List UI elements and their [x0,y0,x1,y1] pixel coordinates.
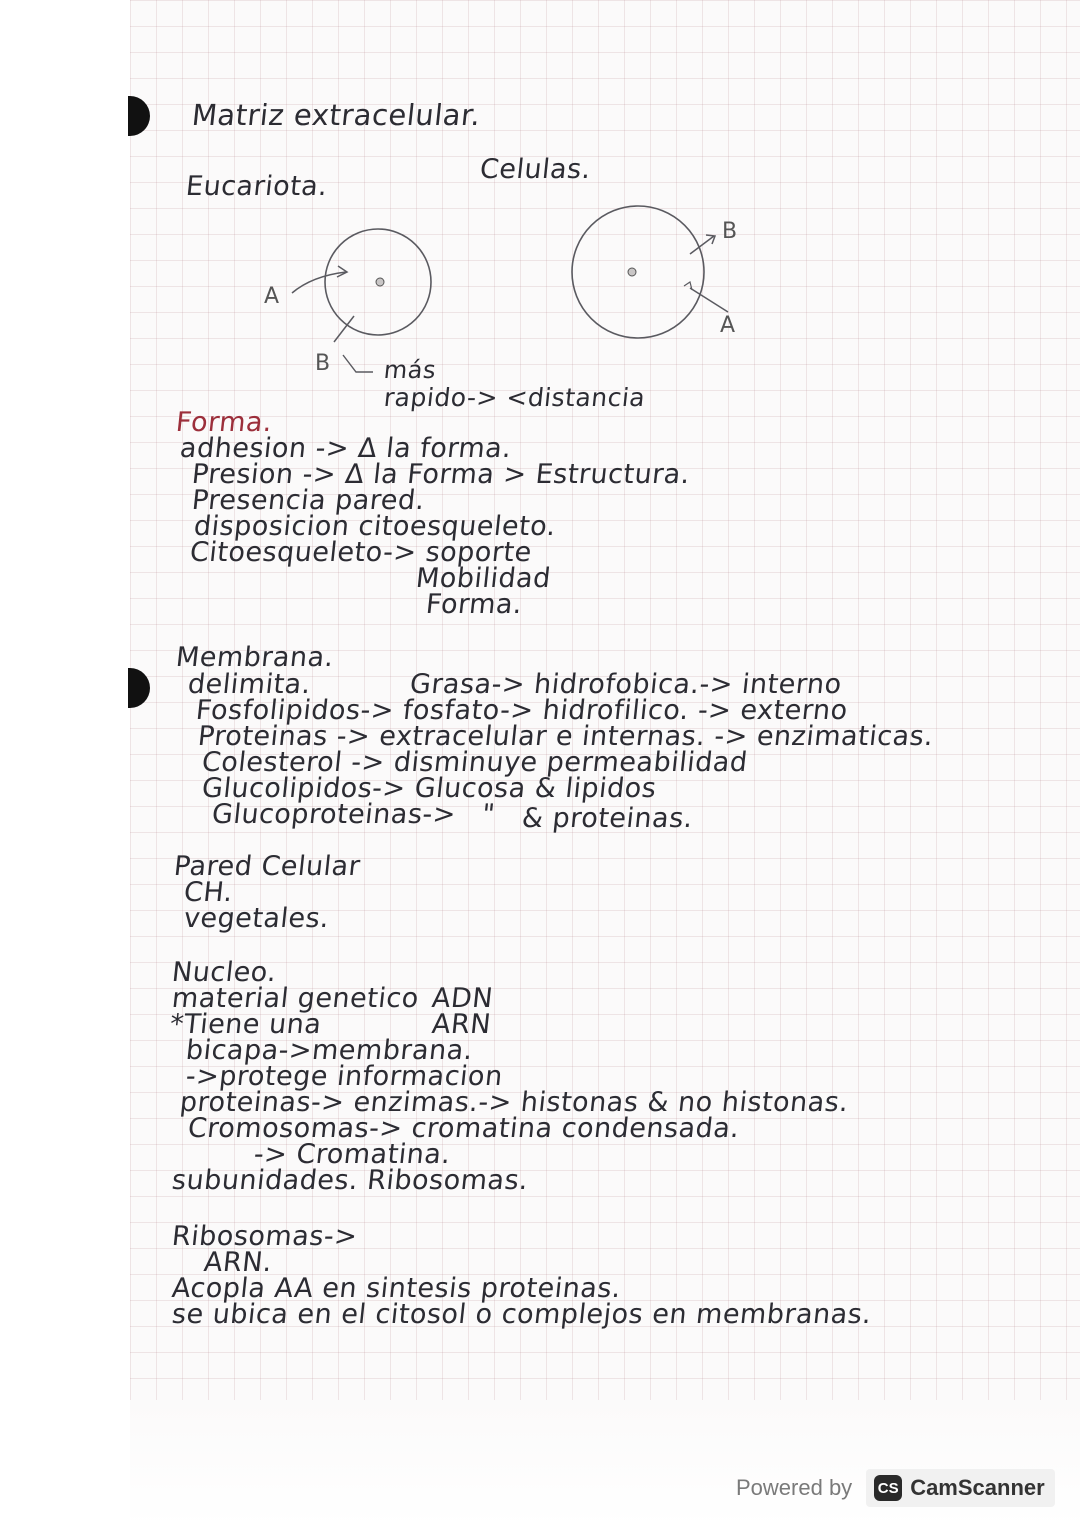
left-label-b: B [315,351,331,376]
eukaryote-label: Eucariota. [184,171,330,202]
ditto-mark: " [480,799,497,830]
pared-line: vegetales. [182,903,331,934]
camscanner-badge-icon: CS [874,1475,902,1501]
left-arrow-a [292,272,346,293]
nucleo-line: material genetico [170,983,421,1014]
membrana-line: Glucoproteinas-> [210,799,458,830]
forma-line: Presencia pared. [190,485,427,516]
forma-line: adhesion -> Δ la forma. [178,433,514,464]
forma-line: Forma. [424,589,524,620]
right-cell-nucleus [628,268,636,276]
membrana-line: Fosfolipidos-> fosfato-> hidrofilico. -> externo [194,695,850,726]
nucleo-line: subunidades. Ribosomas. [170,1165,530,1196]
left-line-b [334,316,354,342]
nucleo-line: proteinas-> enzimas.-> histonas & no histonas. [178,1087,851,1118]
ribosomas-line: ARN. [202,1247,274,1278]
membrana-line: delimita. [186,669,313,700]
membrana-line: Grasa-> hidrofobica.-> interno [408,669,844,700]
forma-line: Presion -> Δ la Forma > Estructura. [190,459,692,490]
nucleo-line: ARN [430,1009,493,1040]
right-label-b: B [722,219,738,244]
cells-heading: Celulas. [478,154,593,185]
nucleo-line: ->protege informacion [184,1061,505,1092]
pared-line: CH. [182,877,235,908]
membrana-line: Colesterol -> disminuye permeabilidad [200,747,750,778]
forma-line: Citoesqueleto-> soporte [188,537,534,568]
section-heading-nucleo: Nucleo. [170,957,279,988]
membrana-line: Proteinas -> extracelular e internas. -> enzimaticas. [196,721,935,752]
forma-line: Mobilidad [414,563,553,594]
ribosomas-line: se ubica en el citosol o complejos en membranas. [170,1299,874,1330]
membrana-line: Glucolipidos-> Glucosa & lipidos [200,773,659,804]
left-cell-diagram [264,229,431,376]
membrana-line: & proteinas. [520,803,695,834]
camscanner-logo [866,1469,1055,1507]
right-label-a: A [720,313,736,338]
section-heading-forma: Forma. [174,407,274,438]
faster-detail: rapido-> <distancia [382,383,647,412]
nucleo-line: ADN [430,983,495,1014]
forma-line: disposicion citoesqueleto. [192,511,558,542]
left-arrowhead-a [337,266,347,277]
section-heading-ribosomas: Ribosomas-> [170,1221,359,1252]
nucleo-line: bicapa->membrana. [184,1035,475,1066]
right-arrow-b [690,236,714,254]
left-cell-nucleus [376,278,384,286]
right-line-a [690,288,728,312]
nucleo-line: Cromosomas-> cromatina condensada. [186,1113,742,1144]
section-heading-pared: Pared Celular [172,851,362,882]
nucleo-line: *Tiene una [168,1009,324,1040]
left-arrow-faster [343,355,373,372]
right-cell-diagram [572,206,737,338]
section-heading-membrana: Membrana. [174,642,336,673]
left-label-a: A [264,284,280,309]
ribosomas-line: Acopla AA en sintesis proteinas. [170,1273,623,1304]
right-cell-outline [572,206,704,338]
camscanner-brand-name: CamScanner [910,1475,1045,1500]
faster-label: más [382,356,438,384]
powered-by-text: Powered by [736,1475,853,1500]
camscanner-watermark [736,1464,1066,1512]
nucleo-line: -> Cromatina. [252,1139,453,1170]
page-title: Matriz extracelular. [190,98,483,132]
